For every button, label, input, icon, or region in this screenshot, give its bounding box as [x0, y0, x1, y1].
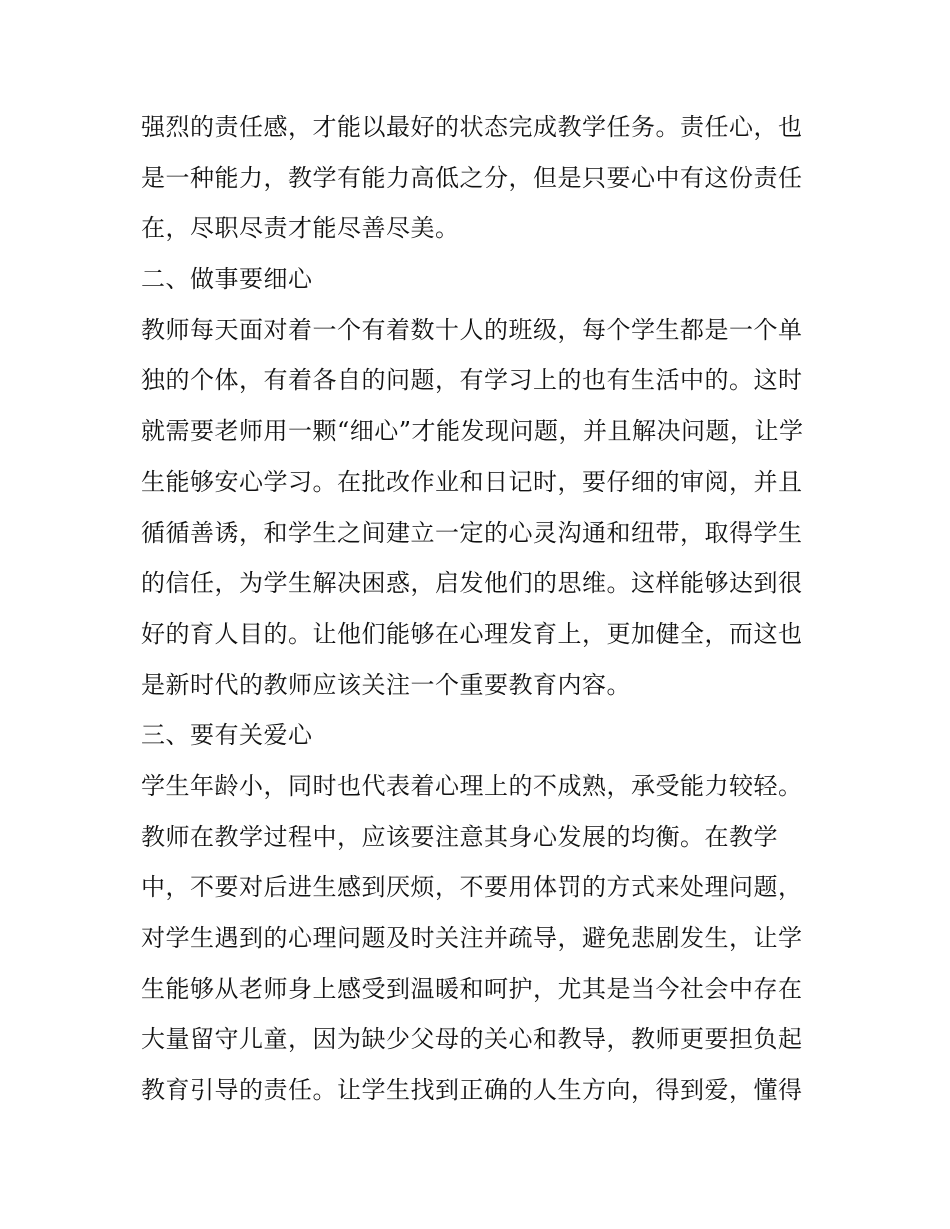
paragraph-line: 好的育人目的。让他们能够在心理发育上，更加健全，而这也	[141, 619, 803, 648]
paragraph-line: 循循善诱，和学生之间建立一定的心灵沟通和纽带，取得学生	[141, 518, 803, 547]
paragraph-line: 学生年龄小，同时也代表着心理上的不成熟，承受能力较轻。	[141, 771, 803, 800]
paragraph-line: 强烈的责任感，才能以最好的状态完成教学任务。责任心，也	[141, 113, 803, 141]
paragraph-line: 是新时代的教师应该关注一个重要教育内容。	[141, 670, 631, 699]
paragraph-line: 在，尽职尽责才能尽善尽美。	[141, 214, 460, 243]
paragraph-line: 就需要老师用一颗“细心”才能发现问题，并且解决问题，让学	[141, 417, 804, 446]
paragraph-line: 中，不要对后进生感到厌烦，不要用体罚的方式来处理问题，	[141, 873, 803, 902]
paragraph-line: 生能够从老师身上感受到温暖和呵护，尤其是当今社会中存在	[141, 974, 803, 1003]
paragraph-line: 是一种能力，教学有能力高低之分，但是只要心中有这份责任	[141, 163, 803, 192]
paragraph-line: 生能够安心学习。在批改作业和日记时，要仔细的审阅，并且	[141, 467, 803, 496]
document-body	[141, 102, 821, 1116]
section-heading: 二、做事要细心	[141, 265, 313, 294]
paragraph-line: 大量留守儿童，因为缺少父母的关心和教导，教师更要担负起	[141, 1025, 803, 1054]
paragraph-line: 教育引导的责任。让学生找到正确的人生方向，得到爱，懂得	[141, 1076, 803, 1105]
paragraph-line: 的信任，为学生解决困惑，启发他们的思维。这样能够达到很	[141, 569, 803, 598]
paragraph-line: 独的个体，有着各自的问题，有学习上的也有生活中的。这时	[141, 366, 803, 395]
paragraph-line: 教师在教学过程中，应该要注意其身心发展的均衡。在教学	[141, 822, 778, 851]
paragraph-line: 对学生遇到的心理问题及时关注并疏导，避免悲剧发生，让学	[141, 924, 803, 952]
section-heading: 三、要有关爱心	[141, 721, 313, 750]
paragraph-line: 教师每天面对着一个有着数十人的班级，每个学生都是一个单	[141, 315, 803, 344]
